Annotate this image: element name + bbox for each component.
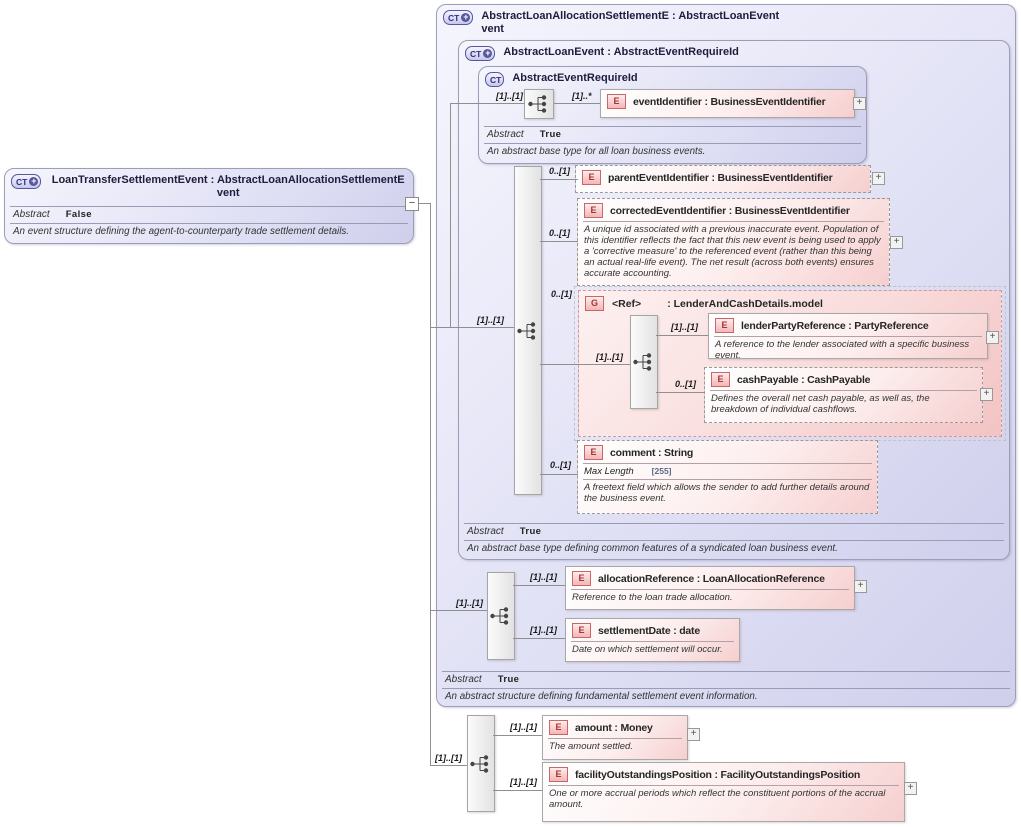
divider <box>10 223 408 224</box>
element-description: A freetext field which allows the sender to add further details around the business event. <box>584 482 870 504</box>
group-type-label: : LenderAndCashDetails.model <box>667 297 823 310</box>
element-description: One or more accrual periods which reflect the constituent portions of the accrual amount. <box>549 788 886 810</box>
type-title: AbstractEventRequireId <box>512 72 638 84</box>
derived-plus-icon: + <box>31 176 37 186</box>
connector-line <box>656 335 708 336</box>
connector-line <box>554 103 600 104</box>
element-icon: E <box>584 203 603 218</box>
type-footer <box>10 205 408 238</box>
element-label: allocationReference : LoanAllocationReference <box>598 572 825 585</box>
abstract-value: True <box>539 129 562 140</box>
group-ref-label: <Ref> <box>612 297 642 310</box>
sequence-compositor[interactable] <box>630 315 658 409</box>
divider <box>484 143 861 144</box>
connector-line <box>430 327 514 328</box>
element-lenderPartyReference[interactable] <box>708 313 988 359</box>
expand-toggle[interactable]: + <box>890 236 903 249</box>
connector-line <box>430 610 487 611</box>
cardinality-label: [1]..[1] <box>510 722 537 732</box>
type-title: LoanTransferSettlementEvent : AbstractLoanAllocationSettlementE vent <box>51 174 405 199</box>
element-icon: E <box>582 170 601 185</box>
sequence-icon <box>489 606 513 626</box>
cardinality-label: [1]..* <box>572 91 592 101</box>
divider <box>484 126 861 127</box>
element-icon: E <box>549 720 568 735</box>
connector-line <box>430 765 467 766</box>
element-description: Defines the overall net cash payable, as well as, the breakdown of individual cashflows. <box>711 393 930 415</box>
element-description: A reference to the lender associated with a specific business event. <box>715 339 970 361</box>
connector-line <box>450 103 451 327</box>
element-eventIdentifier[interactable] <box>600 89 855 118</box>
connector-line <box>540 179 578 180</box>
element-icon: E <box>607 94 626 109</box>
element-label: settlementDate : date <box>598 624 700 637</box>
connector-line <box>450 103 524 104</box>
cardinality-label: 0..[1] <box>675 379 697 389</box>
divider <box>442 688 1010 689</box>
element-label: correctedEventIdentifier : BusinessEventIdentifier <box>610 204 850 217</box>
connector-line <box>540 364 630 365</box>
element-icon: E <box>572 623 591 638</box>
type-description: An event structure defining the agent-to-counterparty trade settlement details. <box>13 226 350 237</box>
element-icon: E <box>711 372 730 387</box>
element-label: eventIdentifier : BusinessEventIdentifier <box>633 95 826 108</box>
expand-toggle[interactable]: + <box>872 172 885 185</box>
connector-line <box>493 790 542 791</box>
cardinality-label: [1]..[1] <box>496 91 523 101</box>
sequence-compositor[interactable] <box>467 715 495 812</box>
cardinality-label: [1]..[1] <box>530 572 557 582</box>
divider <box>710 390 977 391</box>
cardinality-label: 0..[1] <box>551 289 573 299</box>
complex-type-icon: CT + <box>11 174 41 189</box>
collapse-toggle[interactable]: − <box>405 197 419 211</box>
expand-toggle[interactable]: + <box>986 331 999 344</box>
divider <box>464 523 1004 524</box>
maxlength-value: [255] <box>651 466 672 476</box>
expand-toggle[interactable]: + <box>853 97 866 110</box>
element-facilityOutstandingsPosition[interactable] <box>542 762 905 822</box>
element-allocationReference[interactable] <box>565 566 855 610</box>
type-title: AbstractLoanEvent : AbstractEventRequireId <box>503 46 739 58</box>
element-parentEventIdentifier[interactable] <box>575 165 871 193</box>
abstract-value: True <box>497 674 520 685</box>
element-label: cashPayable : CashPayable <box>737 373 871 386</box>
element-description: A unique id associated with a previous inaccurate event. Population of this identifier reflects the fact that this new event is being used to apply a 'corrective measure' to the referenced event (rather than this being an actual real-life event). The net result (across both events) ensures accurate accounting. <box>584 224 881 279</box>
connector-line <box>540 241 578 242</box>
abstract-label: Abstract <box>467 526 504 537</box>
type-description: An abstract base type defining common features of a syndicated loan business event. <box>467 543 838 554</box>
cardinality-label: 0..[1] <box>550 460 572 470</box>
maxlength-label: Max Length <box>584 466 634 477</box>
divider <box>583 463 872 464</box>
complex-type-icon: CT + <box>465 46 495 61</box>
element-label: facilityOutstandingsPosition : FacilityOutstandingsPosition <box>575 768 861 781</box>
element-description: Date on which settlement will occur. <box>572 644 723 655</box>
element-label: comment : String <box>610 446 694 459</box>
divider <box>583 221 884 222</box>
cardinality-label: [1]..[1] <box>456 598 483 608</box>
cardinality-label: [1]..[1] <box>530 625 557 635</box>
type-footer <box>484 125 861 158</box>
element-description: Reference to the loan trade allocation. <box>572 592 733 603</box>
abstract-value: False <box>65 209 92 220</box>
connector-line <box>513 638 565 639</box>
abstract-label: Abstract <box>445 674 482 685</box>
abstract-label: Abstract <box>13 209 50 220</box>
expand-toggle[interactable]: + <box>904 782 917 795</box>
divider <box>714 336 982 337</box>
cardinality-label: [1]..[1] <box>435 753 462 763</box>
connector-line <box>493 735 542 736</box>
connector-line <box>540 474 578 475</box>
sequence-icon <box>527 94 551 114</box>
sequence-icon <box>469 754 493 774</box>
element-icon: E <box>549 767 568 782</box>
element-correctedEventIdentifier[interactable] <box>577 198 890 286</box>
derived-plus-icon: + <box>485 48 491 58</box>
cardinality-label: [1]..[1] <box>671 322 698 332</box>
element-cashPayable[interactable] <box>704 367 983 423</box>
connector-line <box>656 392 704 393</box>
element-amount[interactable] <box>542 715 688 760</box>
abstract-label: Abstract <box>487 129 524 140</box>
element-icon: E <box>715 318 734 333</box>
divider <box>548 785 899 786</box>
type-description: An abstract base type for all loan business events. <box>487 146 706 157</box>
cardinality-label: [1]..[1] <box>477 315 504 325</box>
cardinality-label: 0..[1] <box>549 228 571 238</box>
derived-plus-icon: + <box>463 12 469 22</box>
connector-line <box>513 585 565 586</box>
element-label: amount : Money <box>575 721 653 734</box>
element-description: The amount settled. <box>549 741 633 752</box>
divider <box>548 738 682 739</box>
cardinality-label: [1]..[1] <box>596 352 623 362</box>
group-icon: G <box>585 296 604 311</box>
sequence-icon <box>516 321 540 341</box>
sequence-icon <box>632 352 656 372</box>
divider <box>583 479 872 480</box>
sequence-compositor[interactable] <box>487 572 515 660</box>
element-settlementDate[interactable] <box>565 618 740 662</box>
connector-line <box>430 203 431 765</box>
complex-type-icon: CT + <box>443 10 473 25</box>
element-icon: E <box>572 571 591 586</box>
type-title: AbstractLoanAllocationSettlementE : AbstractLoanEvent vent <box>481 10 780 35</box>
type-description: An abstract structure defining fundamental settlement event information. <box>445 691 758 702</box>
element-icon: E <box>584 445 603 460</box>
element-label: lenderPartyReference : PartyReference <box>741 319 929 332</box>
sequence-compositor[interactable] <box>514 166 542 495</box>
type-footer <box>464 522 1004 555</box>
divider <box>571 589 849 590</box>
expand-toggle[interactable]: + <box>854 580 867 593</box>
divider <box>10 206 408 207</box>
cardinality-label: 0..[1] <box>549 166 571 176</box>
element-comment[interactable] <box>577 440 878 514</box>
type-footer <box>442 670 1010 703</box>
element-label: parentEventIdentifier : BusinessEventIdentifier <box>608 171 833 184</box>
type-box-loan-transfer-settlement-event[interactable] <box>4 168 414 244</box>
divider <box>571 641 734 642</box>
complex-type-icon: CT <box>485 72 504 87</box>
abstract-value: True <box>519 526 542 537</box>
cardinality-label: [1]..[1] <box>510 777 537 787</box>
divider <box>464 540 1004 541</box>
expand-toggle[interactable]: + <box>687 728 700 741</box>
expand-toggle[interactable]: + <box>980 388 993 401</box>
sequence-compositor[interactable] <box>524 89 554 119</box>
divider <box>442 671 1010 672</box>
